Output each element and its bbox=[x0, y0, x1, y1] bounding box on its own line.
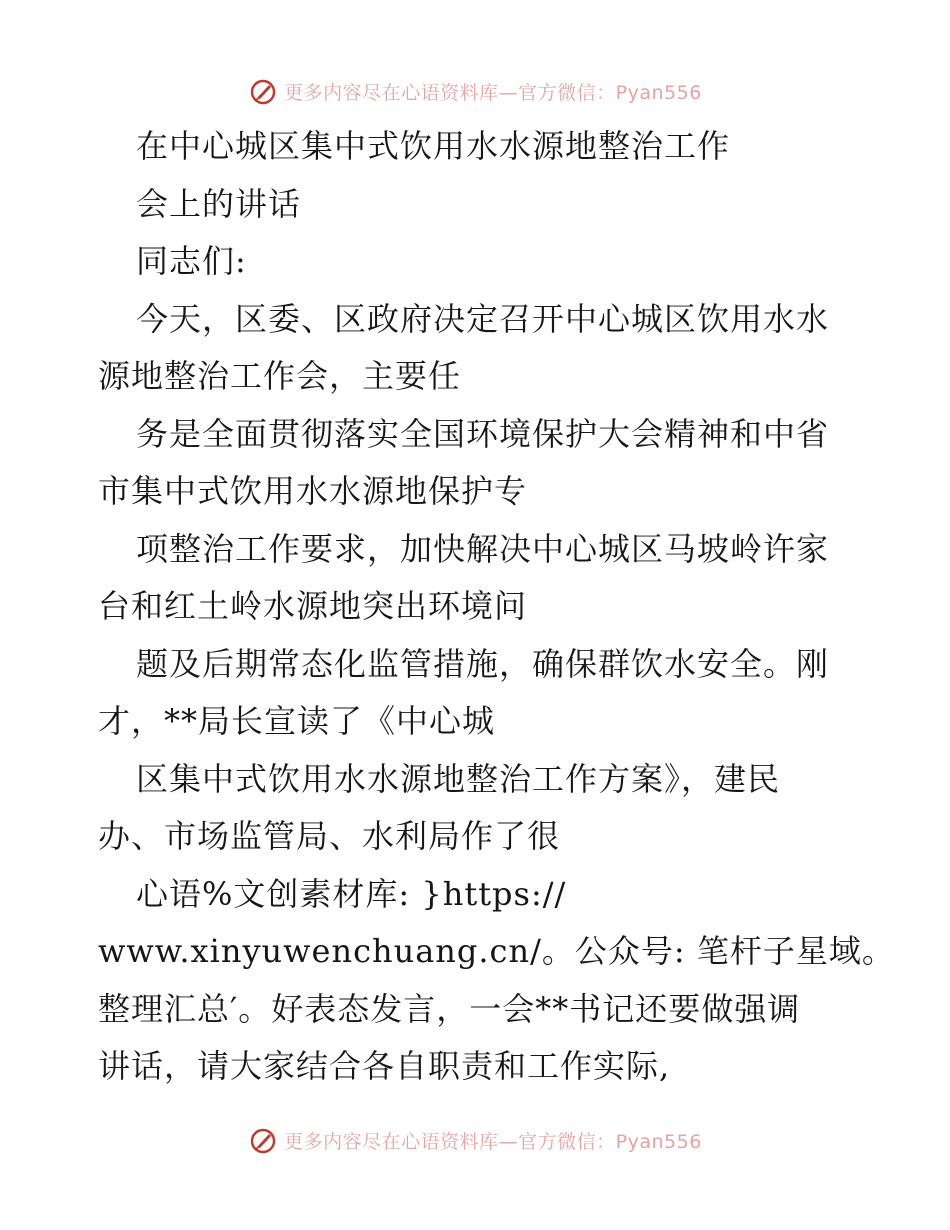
header-banner bbox=[0, 71, 950, 111]
footer-banner-text: 更多内容尽在心语资料库—官方微信：Pyan556 bbox=[284, 1130, 702, 1153]
text-line: 台和红土岭水源地突出环境问 bbox=[98, 587, 528, 625]
text-line: 才，**局长宣读了《中心城 bbox=[98, 702, 496, 740]
text-line: 讲话，请大家结合各自职责和工作实际, bbox=[98, 1047, 671, 1085]
speech-body bbox=[98, 118, 895, 1096]
text-line: 务是全面贯彻落实全国环境保护大会精神和中省 bbox=[136, 414, 830, 453]
title-line-2: 会上的讲话 bbox=[136, 184, 302, 223]
text-line: 办、市场监管局、水利局作了很 bbox=[98, 817, 561, 855]
text-line: 市集中式饮用水水源地保护专 bbox=[98, 472, 528, 510]
header-banner-text: 更多内容尽在心语资料库—官方微信：Pyan556 bbox=[284, 81, 702, 104]
title-line-1: 在中心城区集中式饮用水水源地整治工作 bbox=[136, 127, 731, 165]
salutation: 同志们: bbox=[136, 242, 247, 280]
footer-banner bbox=[0, 1120, 950, 1160]
text-line: 项整治工作要求，加快解决中心城区马坡岭许家 bbox=[136, 529, 830, 568]
quill-pen-icon bbox=[248, 1125, 278, 1155]
text-line: 今天，区委、区政府决定召开中心城区饮用水水 bbox=[136, 299, 830, 338]
text-line: www.xinyuwenchuang.cn/。公众号: 笔杆子星域。 bbox=[98, 932, 895, 970]
text-line: 源地整治工作会，主要任 bbox=[98, 357, 462, 395]
text-line: 整理汇总′。好表态发言，一会**书记还要做强调 bbox=[98, 989, 801, 1028]
quill-pen-icon bbox=[248, 76, 278, 106]
text-line: 题及后期常态化监管措施，确保群饮水安全。刚 bbox=[136, 644, 830, 683]
text-line: 心语%文创素材库: }https:// bbox=[136, 874, 567, 913]
text-line: 区集中式饮用水水源地整治工作方案》，建民 bbox=[136, 759, 781, 798]
